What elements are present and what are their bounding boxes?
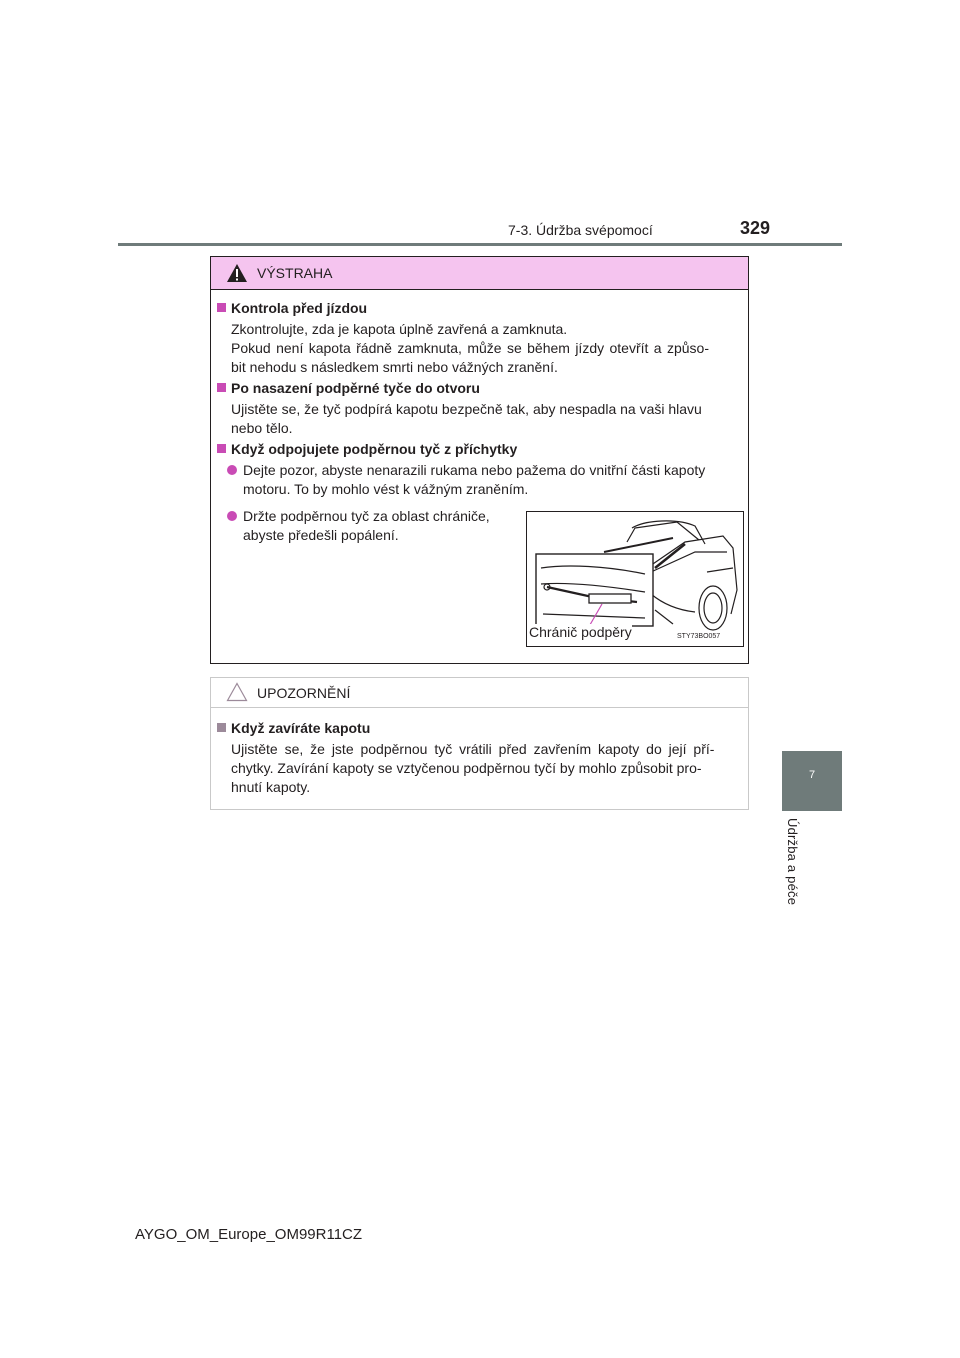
header-divider (118, 243, 842, 246)
caution-title: UPOZORNĚNÍ (257, 685, 351, 701)
bullet-item (227, 461, 705, 480)
caution-header (211, 678, 748, 708)
warning-heading-text: Když odpojujete podpěrnou tyč z příchytky (231, 441, 518, 457)
text-line: abyste předešli popálení. (243, 527, 399, 543)
figure-code: STY73BO057 (677, 633, 721, 640)
text-line: chytky. Zavírání kapoty se vztyčenou podpěrnou tyčí by mohlo způsobit pro- (231, 760, 702, 776)
page-number: 329 (740, 218, 771, 238)
hood-support-illustration (526, 511, 744, 647)
bullet-item (227, 507, 490, 526)
text-line: motoru. To by mohlo vést k vážným zraněním. (243, 481, 529, 497)
caution-triangle-icon (226, 682, 248, 702)
text-line: Dejte pozor, abyste nenarazili rukama nebo pažema do vnitřní části kapoty (243, 462, 706, 478)
square-bullet-icon (217, 303, 226, 312)
round-bullet-icon (227, 465, 237, 475)
warning-item-body (231, 320, 742, 377)
square-bullet-icon (217, 444, 226, 453)
document-code: AYGO_OM_Europe_OM99R11CZ (135, 1226, 363, 1243)
figure-caption: Chránič podpěry (529, 624, 632, 640)
text-line: Pokud není kapota řádně zamknuta, může se během jízdy otevřít a způso- (231, 340, 709, 356)
round-bullet-icon (227, 511, 237, 521)
caution-heading-text: Když zavíráte kapotu (231, 720, 371, 736)
warning-item-heading (217, 300, 367, 316)
chapter-title: Údržba a péče (785, 818, 800, 906)
caution-heading (217, 720, 370, 736)
text-line: hnutí kapoty. (231, 779, 311, 795)
warning-item-body (231, 400, 742, 438)
warning-box (210, 256, 749, 664)
text-line: Zkontrolujte, zda je kapota úplně zavřená a zamknuta. (231, 321, 568, 337)
square-bullet-icon (217, 383, 226, 392)
warning-item-heading (217, 441, 517, 457)
warning-heading-text: Po nasazení podpěrné tyče do otvoru (231, 380, 480, 396)
caution-box (210, 677, 749, 810)
caution-body (231, 740, 742, 797)
warning-title: VÝSTRAHA (257, 265, 333, 281)
warning-item-heading (217, 380, 480, 396)
text-line: Ujistěte se, že tyč podpírá kapotu bezpečně tak, aby nespadla na vaši hlavu (231, 401, 702, 417)
text-line: nebo tělo. (231, 420, 293, 436)
chapter-tab (782, 751, 842, 811)
text-line: bit nehodu s následkem smrti nebo vážných zranění. (231, 359, 558, 375)
warning-triangle-icon (226, 263, 248, 283)
warning-heading-text: Kontrola před jízdou (231, 300, 368, 316)
text-line: Držte podpěrnou tyč za oblast chrániče, (243, 508, 490, 524)
chapter-number: 7 (808, 769, 816, 781)
text-line: Ujistěte se, že jste podpěrnou tyč vrátili před zavřením kapoty do její pří- (231, 741, 715, 757)
section-title: 7-3. Údržba svépomocí (508, 222, 653, 238)
square-bullet-icon (217, 723, 226, 732)
warning-header (211, 257, 748, 290)
